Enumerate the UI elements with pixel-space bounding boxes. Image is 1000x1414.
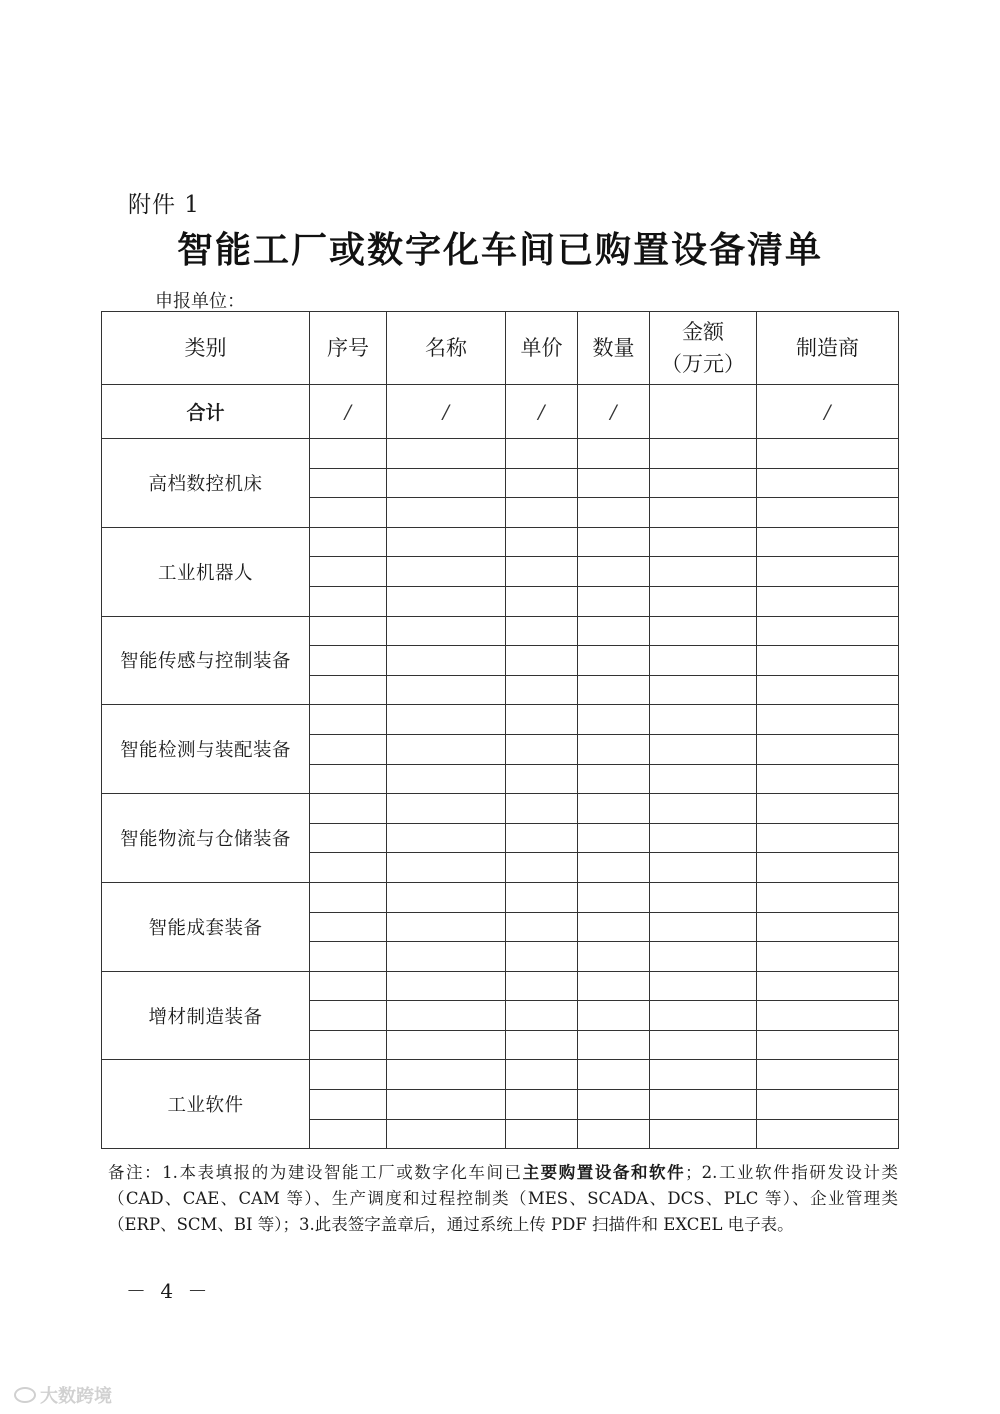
empty-cell[interactable] xyxy=(387,586,506,616)
empty-cell[interactable] xyxy=(310,1090,387,1120)
total-seq: / xyxy=(310,385,387,439)
empty-cell[interactable] xyxy=(387,1001,506,1031)
empty-cell[interactable] xyxy=(310,586,387,616)
table-row xyxy=(102,439,899,469)
empty-cell[interactable] xyxy=(757,794,899,824)
empty-cell[interactable] xyxy=(506,764,578,794)
table-row xyxy=(102,794,899,824)
empty-cell[interactable] xyxy=(387,1030,506,1060)
empty-cell[interactable] xyxy=(310,912,387,942)
empty-cell[interactable] xyxy=(650,882,757,912)
empty-cell[interactable] xyxy=(310,1060,387,1090)
empty-cell[interactable] xyxy=(310,823,387,853)
document-title: 智能工厂或数字化车间已购置设备清单 xyxy=(176,230,823,271)
empty-cell[interactable] xyxy=(506,675,578,705)
empty-cell[interactable] xyxy=(310,794,387,824)
empty-cell[interactable] xyxy=(757,468,899,498)
empty-cell[interactable] xyxy=(757,705,899,735)
empty-cell[interactable] xyxy=(387,527,506,557)
empty-cell[interactable] xyxy=(506,734,578,764)
empty-cell[interactable] xyxy=(578,586,650,616)
empty-cell[interactable] xyxy=(506,557,578,587)
empty-cell[interactable] xyxy=(310,646,387,676)
empty-cell[interactable] xyxy=(578,439,650,469)
empty-cell[interactable] xyxy=(650,794,757,824)
empty-cell[interactable] xyxy=(506,705,578,735)
empty-cell[interactable] xyxy=(310,468,387,498)
header-amount-line1: 金额 xyxy=(682,320,724,344)
empty-cell[interactable] xyxy=(650,1030,757,1060)
empty-cell[interactable] xyxy=(387,971,506,1001)
header-name: 名称 xyxy=(387,312,506,385)
empty-cell[interactable] xyxy=(578,971,650,1001)
empty-cell[interactable] xyxy=(650,1060,757,1090)
empty-cell[interactable] xyxy=(387,468,506,498)
empty-cell[interactable] xyxy=(310,675,387,705)
empty-cell[interactable] xyxy=(310,616,387,646)
empty-cell[interactable] xyxy=(387,794,506,824)
empty-cell[interactable] xyxy=(387,646,506,676)
header-seq: 序号 xyxy=(310,312,387,385)
empty-cell[interactable] xyxy=(650,942,757,972)
empty-cell[interactable] xyxy=(650,527,757,557)
empty-cell[interactable] xyxy=(757,734,899,764)
empty-cell[interactable] xyxy=(650,823,757,853)
empty-cell[interactable] xyxy=(506,468,578,498)
header-row xyxy=(102,312,899,385)
footnote-bold: 主要购置设备和软件 xyxy=(522,1163,686,1182)
empty-cell[interactable] xyxy=(506,439,578,469)
empty-cell[interactable] xyxy=(506,616,578,646)
empty-cell[interactable] xyxy=(650,616,757,646)
empty-cell[interactable] xyxy=(387,764,506,794)
total-manufacturer: / xyxy=(757,385,899,439)
empty-cell[interactable] xyxy=(757,557,899,587)
empty-cell[interactable] xyxy=(578,882,650,912)
empty-cell[interactable] xyxy=(506,1090,578,1120)
empty-cell[interactable] xyxy=(506,853,578,883)
category-label: 工业机器人 xyxy=(102,527,310,616)
empty-cell[interactable] xyxy=(310,527,387,557)
empty-cell[interactable] xyxy=(387,942,506,972)
empty-cell[interactable] xyxy=(310,764,387,794)
empty-cell[interactable] xyxy=(578,1030,650,1060)
empty-cell[interactable] xyxy=(578,468,650,498)
category-label: 工业软件 xyxy=(102,1060,310,1149)
empty-cell[interactable] xyxy=(506,794,578,824)
table-row xyxy=(102,1060,899,1090)
empty-cell[interactable] xyxy=(387,882,506,912)
footnote xyxy=(108,1160,898,1238)
empty-cell[interactable] xyxy=(506,586,578,616)
total-quantity: / xyxy=(578,385,650,439)
empty-cell[interactable] xyxy=(578,1090,650,1120)
empty-cell[interactable] xyxy=(757,498,899,528)
footnote-part2: ；2.工业软件指研发设计类（CAD、CAE、CAM 等）、生产调度和过程控制类（MES、SCADA、DCS、PLC 等）、企业管理类（ERP、SCM、BI 等）；3.此表签字盖章后，通过系统上传 PDF 扫描件和 EXCEL 电子表。 xyxy=(108,1163,899,1234)
empty-cell[interactable] xyxy=(310,498,387,528)
table-row xyxy=(102,616,899,646)
empty-cell[interactable] xyxy=(578,734,650,764)
empty-cell[interactable] xyxy=(506,1030,578,1060)
empty-cell[interactable] xyxy=(310,439,387,469)
empty-cell[interactable] xyxy=(387,557,506,587)
table-row xyxy=(102,882,899,912)
empty-cell[interactable] xyxy=(387,616,506,646)
empty-cell[interactable] xyxy=(650,1119,757,1149)
footnote-part1: 备注：1.本表填报的为建设智能工厂或数字化车间已 xyxy=(108,1163,523,1182)
empty-cell[interactable] xyxy=(578,646,650,676)
empty-cell[interactable] xyxy=(578,527,650,557)
empty-cell[interactable] xyxy=(506,1001,578,1031)
empty-cell[interactable] xyxy=(650,498,757,528)
empty-cell[interactable] xyxy=(650,1001,757,1031)
header-unit-price: 单价 xyxy=(506,312,578,385)
empty-cell[interactable] xyxy=(757,1090,899,1120)
empty-cell[interactable] xyxy=(387,1090,506,1120)
empty-cell[interactable] xyxy=(506,912,578,942)
empty-cell[interactable] xyxy=(387,853,506,883)
empty-cell[interactable] xyxy=(506,971,578,1001)
empty-cell[interactable] xyxy=(310,1001,387,1031)
empty-cell[interactable] xyxy=(650,853,757,883)
empty-cell[interactable] xyxy=(578,675,650,705)
empty-cell[interactable] xyxy=(757,912,899,942)
empty-cell[interactable] xyxy=(387,439,506,469)
empty-cell[interactable] xyxy=(578,557,650,587)
total-name: / xyxy=(387,385,506,439)
total-amount xyxy=(650,385,757,439)
empty-cell[interactable] xyxy=(578,853,650,883)
empty-cell[interactable] xyxy=(650,675,757,705)
empty-cell[interactable] xyxy=(310,557,387,587)
empty-cell[interactable] xyxy=(310,971,387,1001)
empty-cell[interactable] xyxy=(650,764,757,794)
empty-cell[interactable] xyxy=(387,675,506,705)
empty-cell[interactable] xyxy=(310,1119,387,1149)
equipment-table xyxy=(101,311,899,1149)
category-label: 智能物流与仓储装备 xyxy=(102,794,310,883)
empty-cell[interactable] xyxy=(757,942,899,972)
empty-cell[interactable] xyxy=(757,971,899,1001)
empty-cell[interactable] xyxy=(578,794,650,824)
watermark-logo-icon xyxy=(14,1387,36,1403)
empty-cell[interactable] xyxy=(650,912,757,942)
header-amount xyxy=(650,312,757,385)
category-label: 智能检测与装配装备 xyxy=(102,705,310,794)
empty-cell[interactable] xyxy=(506,823,578,853)
empty-cell[interactable] xyxy=(310,882,387,912)
empty-cell[interactable] xyxy=(310,853,387,883)
empty-cell[interactable] xyxy=(506,882,578,912)
watermark xyxy=(14,1382,112,1408)
empty-cell[interactable] xyxy=(578,498,650,528)
empty-cell[interactable] xyxy=(387,1060,506,1090)
empty-cell[interactable] xyxy=(757,646,899,676)
empty-cell[interactable] xyxy=(578,764,650,794)
empty-cell[interactable] xyxy=(578,705,650,735)
empty-cell[interactable] xyxy=(650,1090,757,1120)
empty-cell[interactable] xyxy=(650,586,757,616)
table-row xyxy=(102,527,899,557)
category-label: 智能传感与控制装备 xyxy=(102,616,310,705)
category-label: 增材制造装备 xyxy=(102,971,310,1060)
applicant-unit-label: 申报单位： xyxy=(155,291,245,312)
empty-cell[interactable] xyxy=(757,616,899,646)
empty-cell[interactable] xyxy=(650,646,757,676)
empty-cell[interactable] xyxy=(650,557,757,587)
empty-cell[interactable] xyxy=(506,646,578,676)
empty-cell[interactable] xyxy=(578,1001,650,1031)
total-label: 合计 xyxy=(102,385,310,439)
category-label: 智能成套装备 xyxy=(102,882,310,971)
empty-cell[interactable] xyxy=(757,882,899,912)
empty-cell[interactable] xyxy=(578,1060,650,1090)
empty-cell[interactable] xyxy=(387,705,506,735)
category-label: 高档数控机床 xyxy=(102,439,310,528)
empty-cell[interactable] xyxy=(757,527,899,557)
empty-cell[interactable] xyxy=(578,1119,650,1149)
empty-cell[interactable] xyxy=(650,468,757,498)
empty-cell[interactable] xyxy=(310,942,387,972)
empty-cell[interactable] xyxy=(757,1030,899,1060)
empty-cell[interactable] xyxy=(387,498,506,528)
empty-cell[interactable] xyxy=(578,616,650,646)
empty-cell[interactable] xyxy=(310,734,387,764)
empty-cell[interactable] xyxy=(757,439,899,469)
total-unit-price: / xyxy=(506,385,578,439)
empty-cell[interactable] xyxy=(578,912,650,942)
empty-cell[interactable] xyxy=(506,527,578,557)
empty-cell[interactable] xyxy=(387,1119,506,1149)
empty-cell[interactable] xyxy=(757,823,899,853)
header-manufacturer: 制造商 xyxy=(757,312,899,385)
table-row xyxy=(102,971,899,1001)
empty-cell[interactable] xyxy=(757,1060,899,1090)
header-amount-line2: （万元） xyxy=(661,352,745,376)
empty-cell[interactable] xyxy=(757,586,899,616)
empty-cell[interactable] xyxy=(757,1119,899,1149)
empty-cell[interactable] xyxy=(650,734,757,764)
attachment-label: 附件 1 xyxy=(128,192,200,218)
empty-cell[interactable] xyxy=(506,1060,578,1090)
empty-cell[interactable] xyxy=(506,498,578,528)
watermark-text: 大数跨境 xyxy=(40,1386,112,1407)
header-quantity: 数量 xyxy=(578,312,650,385)
empty-cell[interactable] xyxy=(310,705,387,735)
empty-cell[interactable] xyxy=(387,734,506,764)
empty-cell[interactable] xyxy=(757,1001,899,1031)
table-row xyxy=(102,705,899,735)
empty-cell[interactable] xyxy=(757,853,899,883)
empty-cell[interactable] xyxy=(757,675,899,705)
empty-cell[interactable] xyxy=(506,942,578,972)
empty-cell[interactable] xyxy=(650,439,757,469)
empty-cell[interactable] xyxy=(387,823,506,853)
empty-cell[interactable] xyxy=(578,823,650,853)
empty-cell[interactable] xyxy=(650,705,757,735)
empty-cell[interactable] xyxy=(578,942,650,972)
total-row xyxy=(102,385,899,439)
empty-cell[interactable] xyxy=(650,971,757,1001)
header-category: 类别 xyxy=(102,312,310,385)
empty-cell[interactable] xyxy=(757,764,899,794)
empty-cell[interactable] xyxy=(387,912,506,942)
empty-cell[interactable] xyxy=(310,1030,387,1060)
empty-cell[interactable] xyxy=(506,1119,578,1149)
page-number: － 4 － xyxy=(126,1279,212,1303)
